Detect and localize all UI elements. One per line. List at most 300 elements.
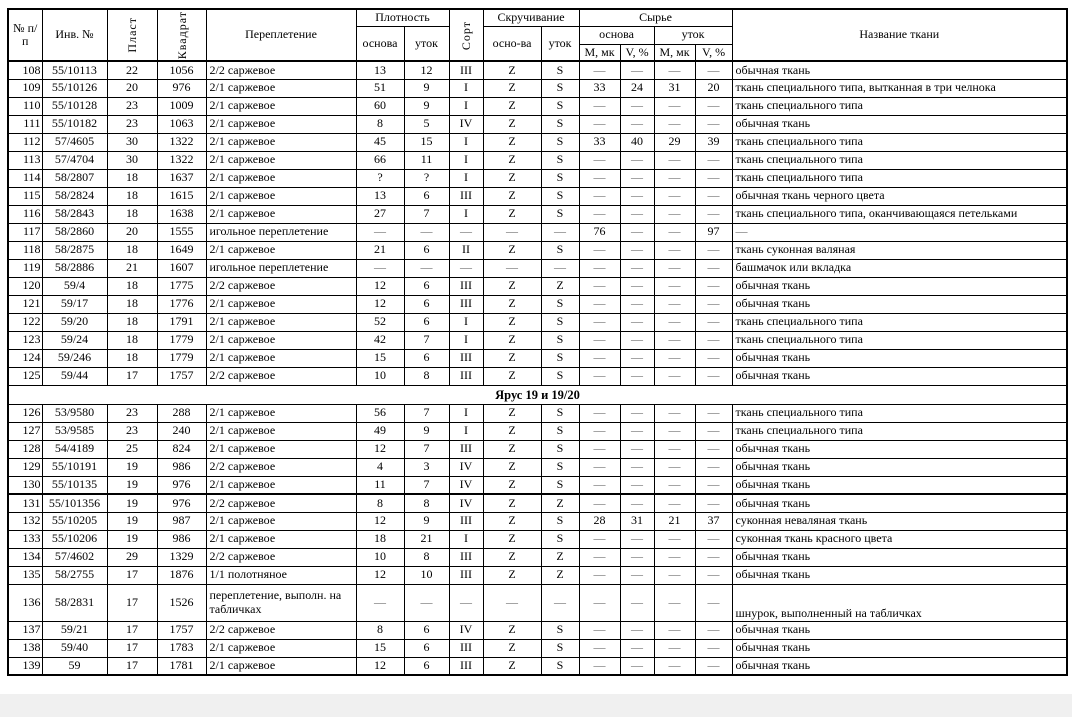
table-cell: 1637	[157, 169, 206, 187]
table-cell: IV	[449, 621, 483, 639]
table-cell: 122	[8, 313, 42, 331]
table-cell: 18	[107, 241, 157, 259]
table-cell: 986	[157, 458, 206, 476]
table-cell: 53/9585	[42, 422, 107, 440]
table-cell: —	[654, 61, 695, 79]
table-cell: S	[541, 657, 579, 675]
table-cell: —	[620, 440, 654, 458]
table-cell: башмачок или вкладка	[732, 259, 1067, 277]
table-cell: 111	[8, 115, 42, 133]
table-cell: I	[449, 422, 483, 440]
table-cell: 7	[404, 476, 449, 494]
table-cell: —	[695, 295, 732, 313]
table-cell: обычная ткань	[732, 115, 1067, 133]
table-cell: S	[541, 404, 579, 422]
table-cell: —	[541, 223, 579, 241]
table-cell: 33	[579, 133, 620, 151]
table-cell: 6	[404, 241, 449, 259]
table-row	[8, 115, 1067, 133]
table-row	[8, 187, 1067, 205]
table-cell: обычная ткань	[732, 367, 1067, 385]
table-cell: 18	[107, 349, 157, 367]
table-cell: I	[449, 313, 483, 331]
table-cell: 29	[107, 548, 157, 566]
table-cell: S	[541, 61, 579, 79]
table-cell: III	[449, 277, 483, 295]
table-cell: 2/1 саржевое	[206, 295, 356, 313]
table-cell: —	[695, 494, 732, 512]
table-row	[8, 97, 1067, 115]
table-cell: шнурок, выполненный на табличках	[732, 584, 1067, 621]
table-cell: ткань суконная валяная	[732, 241, 1067, 259]
table-row	[8, 458, 1067, 476]
table-cell: —	[620, 259, 654, 277]
table-cell: 55/101356	[42, 494, 107, 512]
table-cell: Z	[483, 530, 541, 548]
table-cell: I	[449, 97, 483, 115]
table-cell: Z	[483, 169, 541, 187]
table-cell: обычная ткань	[732, 277, 1067, 295]
table-cell: —	[356, 223, 404, 241]
table-row	[8, 223, 1067, 241]
table-cell: 1607	[157, 259, 206, 277]
table-cell: 18	[107, 331, 157, 349]
table-cell: 1526	[157, 584, 206, 621]
table-row	[8, 512, 1067, 530]
table-cell: 1638	[157, 205, 206, 223]
table-cell: 58/2875	[42, 241, 107, 259]
table-cell: 17	[107, 367, 157, 385]
table-cell: S	[541, 187, 579, 205]
table-cell: 59/246	[42, 349, 107, 367]
table-cell: 76	[579, 223, 620, 241]
table-cell: S	[541, 205, 579, 223]
table-cell: —	[579, 584, 620, 621]
table-cell: ткань специального типа	[732, 151, 1067, 169]
table-cell: 124	[8, 349, 42, 367]
table-cell: 22	[107, 61, 157, 79]
table-cell: —	[620, 639, 654, 657]
table-cell: —	[579, 349, 620, 367]
table-cell: 128	[8, 440, 42, 458]
table-cell: —	[695, 205, 732, 223]
table-row	[8, 259, 1067, 277]
table-cell: 31	[620, 512, 654, 530]
col-header-layer: Пласт	[107, 9, 157, 61]
table-cell: 1009	[157, 97, 206, 115]
table-cell: 1555	[157, 223, 206, 241]
table-cell: —	[654, 331, 695, 349]
table-cell: Z	[541, 566, 579, 584]
table-row	[8, 566, 1067, 584]
table-cell: 3	[404, 458, 449, 476]
table-cell: Z	[483, 349, 541, 367]
table-cell: 59/20	[42, 313, 107, 331]
table-row	[8, 169, 1067, 187]
table-cell: IV	[449, 476, 483, 494]
table-cell: 976	[157, 494, 206, 512]
table-row	[8, 61, 1067, 79]
table-row	[8, 530, 1067, 548]
table-cell: 1056	[157, 61, 206, 79]
table-cell: Z	[483, 566, 541, 584]
table-cell: —	[654, 313, 695, 331]
table-row	[8, 277, 1067, 295]
table-cell: 240	[157, 422, 206, 440]
table-row	[8, 584, 1067, 621]
table-cell: 23	[107, 97, 157, 115]
table-cell: —	[620, 657, 654, 675]
table-row	[8, 367, 1067, 385]
table-cell: 58/2831	[42, 584, 107, 621]
table-cell: —	[579, 548, 620, 566]
table-cell: 2/1 саржевое	[206, 205, 356, 223]
table-cell: —	[654, 422, 695, 440]
col-header-warp-v-pct: V, %	[620, 44, 654, 61]
table-cell: S	[541, 133, 579, 151]
table-cell: III	[449, 566, 483, 584]
table-cell: —	[620, 151, 654, 169]
table-cell: —	[579, 476, 620, 494]
table-cell: 120	[8, 277, 42, 295]
table-cell: 2/1 саржевое	[206, 115, 356, 133]
table-cell: Z	[483, 295, 541, 313]
table-cell: Z	[541, 277, 579, 295]
table-cell: IV	[449, 115, 483, 133]
table-cell: I	[449, 404, 483, 422]
table-cell: —	[695, 241, 732, 259]
table-row	[8, 79, 1067, 97]
table-cell: 17	[107, 584, 157, 621]
table-cell: S	[541, 313, 579, 331]
table-header	[8, 9, 1067, 61]
table-cell: 12	[356, 277, 404, 295]
table-cell: —	[404, 223, 449, 241]
table-cell: —	[695, 639, 732, 657]
col-header-raw-weft: уток	[654, 26, 732, 44]
table-cell: ткань специального типа	[732, 404, 1067, 422]
table-cell: 45	[356, 133, 404, 151]
table-cell: S	[541, 151, 579, 169]
table-cell: Z	[483, 512, 541, 530]
table-cell: III	[449, 548, 483, 566]
table-cell: Z	[483, 133, 541, 151]
table-cell: 2/1 саржевое	[206, 512, 356, 530]
table-cell: —	[654, 169, 695, 187]
table-cell: 12	[356, 566, 404, 584]
table-cell: 55/10113	[42, 61, 107, 79]
table-cell: 15	[356, 639, 404, 657]
table-row	[8, 621, 1067, 639]
table-cell: Z	[483, 548, 541, 566]
table-cell: 2/2 саржевое	[206, 458, 356, 476]
table-cell: 54/4189	[42, 440, 107, 458]
table-cell: 1063	[157, 115, 206, 133]
table-cell: I	[449, 331, 483, 349]
table-cell: 17	[107, 621, 157, 639]
table-cell: обычная ткань	[732, 458, 1067, 476]
table-cell: —	[404, 259, 449, 277]
section-title: Ярус 19 и 19/20	[8, 385, 1067, 404]
table-cell: 8	[404, 548, 449, 566]
table-cell: 19	[107, 494, 157, 512]
table-cell: 6	[404, 639, 449, 657]
table-row	[8, 151, 1067, 169]
table-cell: 127	[8, 422, 42, 440]
table-cell: 2/1 саржевое	[206, 331, 356, 349]
table-cell: S	[541, 241, 579, 259]
table-cell: 10	[404, 566, 449, 584]
table-cell: 23	[107, 422, 157, 440]
table-body	[8, 61, 1067, 675]
table-cell: —	[654, 494, 695, 512]
table-cell: Z	[483, 422, 541, 440]
table-cell: —	[620, 621, 654, 639]
table-cell: 8	[404, 367, 449, 385]
table-cell: —	[695, 476, 732, 494]
table-cell: 7	[404, 205, 449, 223]
table-row	[8, 422, 1067, 440]
table-cell: —	[654, 115, 695, 133]
table-cell: 126	[8, 404, 42, 422]
table-cell: S	[541, 621, 579, 639]
table-cell: Z	[483, 79, 541, 97]
table-cell: S	[541, 97, 579, 115]
table-cell: —	[695, 621, 732, 639]
table-cell: —	[620, 566, 654, 584]
table-cell: S	[541, 530, 579, 548]
table-cell: IV	[449, 494, 483, 512]
table-cell: 59/21	[42, 621, 107, 639]
table-cell: обычная ткань	[732, 440, 1067, 458]
table-cell: —	[483, 259, 541, 277]
document-page	[7, 8, 1068, 676]
table-cell: —	[620, 331, 654, 349]
table-cell: 110	[8, 97, 42, 115]
table-cell: 2/2 саржевое	[206, 548, 356, 566]
col-header-weave: Переплетение	[206, 9, 356, 61]
table-cell: —	[654, 584, 695, 621]
table-cell: —	[449, 223, 483, 241]
table-cell: ткань специального типа, вытканная в три челнока	[732, 79, 1067, 97]
table-cell: Z	[483, 61, 541, 79]
table-cell: 56	[356, 404, 404, 422]
table-cell: ?	[356, 169, 404, 187]
table-cell: 9	[404, 97, 449, 115]
table-cell: 6	[404, 349, 449, 367]
table-cell: 58/2843	[42, 205, 107, 223]
table-cell: 19	[107, 476, 157, 494]
table-cell: 13	[356, 61, 404, 79]
table-cell: 55/10205	[42, 512, 107, 530]
table-cell: 57/4704	[42, 151, 107, 169]
table-cell: 12	[404, 61, 449, 79]
table-cell: 2/1 саржевое	[206, 349, 356, 367]
table-row	[8, 548, 1067, 566]
table-cell: 2/1 саржевое	[206, 530, 356, 548]
table-cell: 1/1 полотняное	[206, 566, 356, 584]
table-cell: обычная ткань	[732, 657, 1067, 675]
table-cell: 115	[8, 187, 42, 205]
table-cell: IV	[449, 458, 483, 476]
table-cell: 30	[107, 133, 157, 151]
table-cell: 2/1 саржевое	[206, 97, 356, 115]
col-header-num: № п/п	[8, 9, 42, 61]
table-cell: —	[579, 404, 620, 422]
table-cell: 12	[356, 440, 404, 458]
table-cell: —	[449, 259, 483, 277]
table-cell: обычная ткань	[732, 476, 1067, 494]
table-cell: —	[620, 458, 654, 476]
table-cell: 123	[8, 331, 42, 349]
table-row	[8, 349, 1067, 367]
table-cell: —	[620, 187, 654, 205]
table-cell: обычная ткань	[732, 566, 1067, 584]
table-cell: 21	[654, 512, 695, 530]
table-cell: I	[449, 79, 483, 97]
table-cell: 11	[404, 151, 449, 169]
screen-bottom-area	[0, 694, 1072, 717]
table-cell: 129	[8, 458, 42, 476]
table-cell: —	[695, 657, 732, 675]
table-cell: Z	[483, 205, 541, 223]
col-header-fabric-name: Название ткани	[732, 9, 1067, 61]
table-cell: 55/10191	[42, 458, 107, 476]
table-cell: —	[579, 440, 620, 458]
table-cell: 58/2807	[42, 169, 107, 187]
table-cell: 21	[404, 530, 449, 548]
table-cell: —	[654, 440, 695, 458]
table-cell: S	[541, 440, 579, 458]
table-cell: 13	[356, 187, 404, 205]
table-cell: Z	[483, 440, 541, 458]
table-cell: I	[449, 530, 483, 548]
table-cell: III	[449, 61, 483, 79]
table-cell: —	[654, 223, 695, 241]
table-cell: —	[579, 530, 620, 548]
table-cell: 2/2 саржевое	[206, 277, 356, 295]
table-row	[8, 476, 1067, 494]
table-cell: Z	[483, 621, 541, 639]
table-cell: обычная ткань	[732, 621, 1067, 639]
table-cell: 28	[579, 512, 620, 530]
table-cell: 125	[8, 367, 42, 385]
table-cell: —	[654, 476, 695, 494]
table-cell: S	[541, 169, 579, 187]
table-cell: 49	[356, 422, 404, 440]
table-cell: —	[620, 295, 654, 313]
table-cell: 1757	[157, 621, 206, 639]
table-cell: 134	[8, 548, 42, 566]
table-cell: —	[579, 169, 620, 187]
table-cell: —	[579, 97, 620, 115]
table-cell: —	[695, 566, 732, 584]
table-cell: I	[449, 169, 483, 187]
table-cell: —	[449, 584, 483, 621]
table-cell: —	[695, 331, 732, 349]
table-cell: 114	[8, 169, 42, 187]
table-cell: —	[579, 187, 620, 205]
table-cell: —	[483, 223, 541, 241]
table-cell: —	[695, 404, 732, 422]
table-cell: I	[449, 151, 483, 169]
table-cell: —	[654, 349, 695, 367]
table-cell: 1615	[157, 187, 206, 205]
col-header-grade: Сорт	[449, 9, 483, 61]
table-cell: S	[541, 512, 579, 530]
table-cell: 131	[8, 494, 42, 512]
table-cell: III	[449, 349, 483, 367]
table-cell: 2/1 саржевое	[206, 657, 356, 675]
table-cell: обычная ткань	[732, 548, 1067, 566]
table-cell: 119	[8, 259, 42, 277]
table-cell: 60	[356, 97, 404, 115]
table-cell: Z	[483, 115, 541, 133]
col-header-twist-group: Скручивание	[483, 9, 579, 26]
table-cell: 8	[356, 115, 404, 133]
table-cell: 9	[404, 512, 449, 530]
table-cell: 19	[107, 530, 157, 548]
table-cell: —	[579, 566, 620, 584]
table-cell: III	[449, 512, 483, 530]
table-cell: 18	[107, 205, 157, 223]
table-cell: —	[356, 584, 404, 621]
table-cell: 133	[8, 530, 42, 548]
table-cell: —	[579, 205, 620, 223]
table-cell: 976	[157, 79, 206, 97]
table-cell: 20	[107, 79, 157, 97]
table-cell: —	[695, 422, 732, 440]
table-cell: 2/1 саржевое	[206, 79, 356, 97]
table-cell: 2/1 саржевое	[206, 639, 356, 657]
table-cell: 12	[356, 512, 404, 530]
table-cell: —	[695, 313, 732, 331]
table-cell: переплетение, выполн. на табличках	[206, 584, 356, 621]
table-cell: —	[654, 639, 695, 657]
table-cell: —	[579, 313, 620, 331]
table-cell: 8	[404, 494, 449, 512]
table-cell: 20	[695, 79, 732, 97]
table-cell: ткань специального типа	[732, 133, 1067, 151]
table-row	[8, 404, 1067, 422]
col-header-density-group: Плотность	[356, 9, 449, 26]
table-cell: 19	[107, 458, 157, 476]
table-cell: 987	[157, 512, 206, 530]
table-cell: 29	[654, 133, 695, 151]
table-cell: —	[695, 349, 732, 367]
col-header-raw-material-group: Сырье	[579, 9, 732, 26]
table-cell: Z	[483, 639, 541, 657]
table-cell: игольное переплетение	[206, 223, 356, 241]
table-cell: 20	[107, 223, 157, 241]
table-cell: 1791	[157, 313, 206, 331]
table-cell: —	[620, 584, 654, 621]
table-cell: 6	[404, 657, 449, 675]
table-cell: —	[695, 530, 732, 548]
table-cell: 6	[404, 295, 449, 313]
table-cell: 130	[8, 476, 42, 494]
section-header-row	[8, 385, 1067, 404]
table-cell: 116	[8, 205, 42, 223]
table-cell: суконная ткань красного цвета	[732, 530, 1067, 548]
table-cell: —	[654, 205, 695, 223]
table-cell: 10	[356, 367, 404, 385]
table-cell: —	[620, 349, 654, 367]
table-cell: ткань специального типа	[732, 313, 1067, 331]
table-cell: 7	[404, 404, 449, 422]
table-cell: 109	[8, 79, 42, 97]
table-cell: S	[541, 458, 579, 476]
